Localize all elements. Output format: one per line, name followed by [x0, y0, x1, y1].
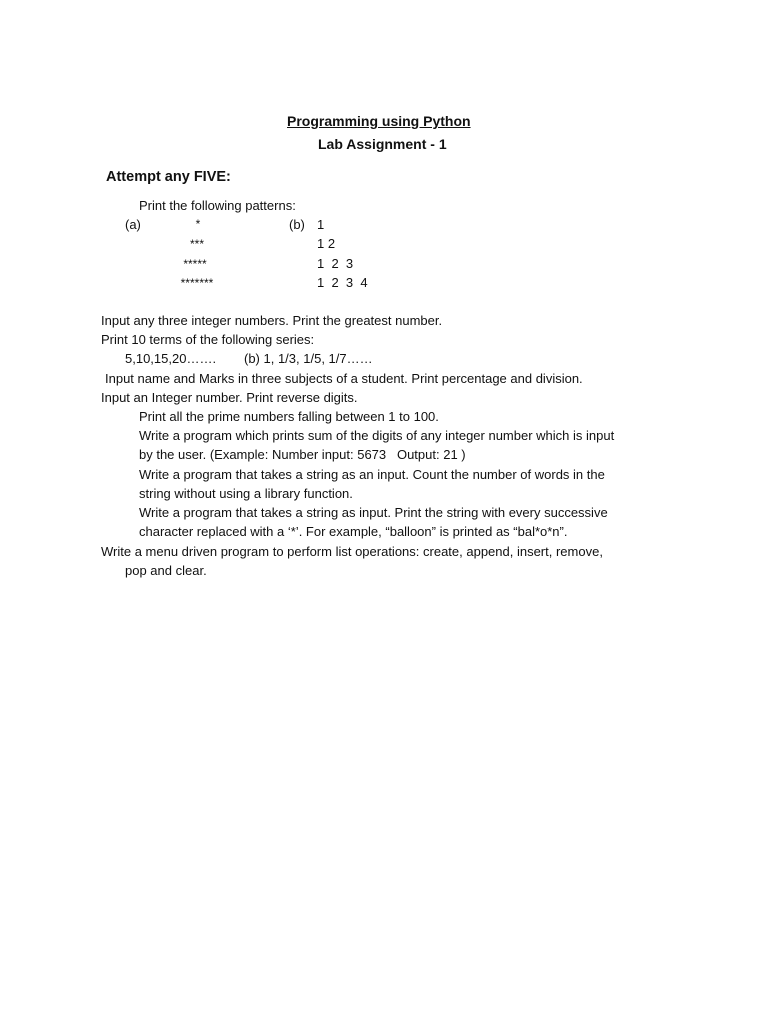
q2-text: Input any three integer numbers. Print the greatest number.	[101, 313, 443, 328]
q4-text: Input name and Marks in three subjects of a student. Print percentage and division.	[105, 371, 583, 386]
q7-line: Write a program which prints sum of the digits of any integer number which is input	[139, 428, 615, 443]
q3-intro: Print 10 terms of the following series:	[101, 332, 315, 347]
pattern-a-row: ***	[189, 237, 204, 251]
pattern-a-label: (a)	[125, 217, 141, 232]
pattern-a-row: *	[195, 217, 201, 231]
pattern-b-row: 1 2	[317, 236, 336, 251]
q9-line: character replaced with a ‘*’. For example, “balloon” is printed as “bal*o*n”.	[139, 524, 568, 539]
q10-line: Write a menu driven program to perform list operations: create, append, insert, remove,	[101, 544, 603, 559]
pattern-a-row: *****	[183, 257, 207, 271]
pattern-b-row: 1 2 3 4	[317, 275, 368, 290]
q8-line: string without using a library function.	[139, 486, 353, 501]
document-subtitle: Lab Assignment - 1	[318, 136, 447, 152]
q5-text: Input an Integer number. Print reverse digits.	[101, 390, 358, 405]
q7-line: by the user. (Example: Number input: 5673 Output: 21 )	[139, 447, 466, 462]
q3-series-a: 5,10,15,20…….	[125, 351, 217, 366]
q1-intro: Print the following patterns:	[139, 198, 296, 213]
pattern-b-label: (b)	[289, 217, 305, 232]
pattern-a-row: *******	[180, 276, 214, 290]
q10-line: pop and clear.	[125, 563, 207, 578]
q6-text: Print all the prime numbers falling between 1 to 100.	[139, 409, 439, 424]
instruction-heading: Attempt any FIVE:	[106, 169, 231, 185]
document-title: Programming using Python	[287, 113, 471, 129]
pattern-b-row: 1	[317, 217, 325, 232]
q8-line: Write a program that takes a string as an input. Count the number of words in the	[139, 467, 605, 482]
pattern-b-row: 1 2 3	[317, 256, 354, 271]
q9-line: Write a program that takes a string as input. Print the string with every successive	[139, 505, 608, 520]
q3-series-b: (b) 1, 1/3, 1/5, 1/7……	[244, 351, 373, 366]
